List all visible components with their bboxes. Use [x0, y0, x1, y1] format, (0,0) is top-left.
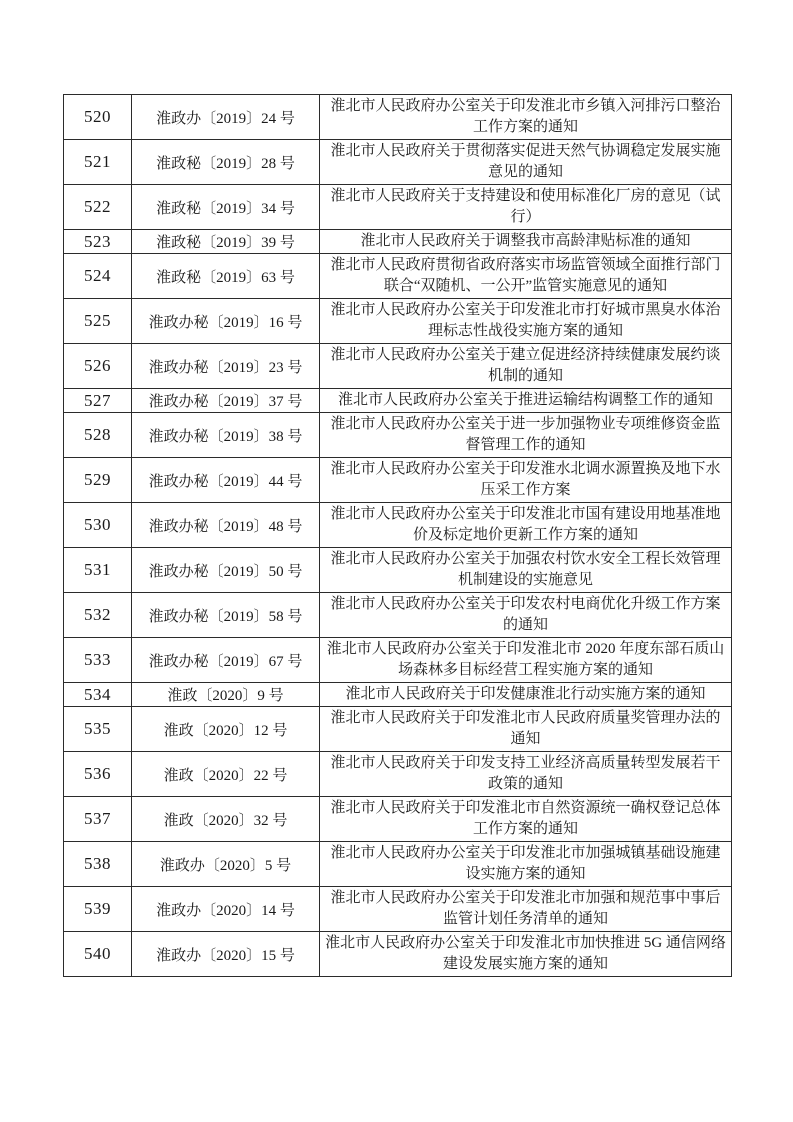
table-row	[64, 842, 732, 887]
table-row	[64, 683, 732, 707]
doc-number-cell: 淮政办〔2020〕14 号	[132, 887, 320, 932]
doc-number-cell: 淮政办秘〔2019〕44 号	[132, 458, 320, 503]
row-number-cell: 533	[64, 638, 132, 683]
doc-title-cell: 淮北市人民政府办公室关于印发淮北市加强和规范事中事后监管计划任务清单的通知	[320, 887, 732, 932]
doc-title-cell: 淮北市人民政府关于支持建设和使用标准化厂房的意见（试行）	[320, 185, 732, 230]
table-row	[64, 887, 732, 932]
doc-number-cell: 淮政秘〔2019〕34 号	[132, 185, 320, 230]
row-number-cell: 539	[64, 887, 132, 932]
row-number-cell: 536	[64, 752, 132, 797]
doc-number-cell: 淮政办秘〔2019〕48 号	[132, 503, 320, 548]
row-number-cell: 535	[64, 707, 132, 752]
row-number-cell: 530	[64, 503, 132, 548]
row-number-cell: 532	[64, 593, 132, 638]
row-number-cell: 522	[64, 185, 132, 230]
doc-number-cell: 淮政秘〔2019〕63 号	[132, 254, 320, 299]
doc-title-cell: 淮北市人民政府办公室关于印发淮北市 2020 年度东部石质山场森林多目标经营工程实施方案的通知	[320, 638, 732, 683]
table-row	[64, 299, 732, 344]
doc-number-cell: 淮政办秘〔2019〕37 号	[132, 389, 320, 413]
doc-title-cell: 淮北市人民政府办公室关于印发淮水北调水源置换及地下水压采工作方案	[320, 458, 732, 503]
doc-number-cell: 淮政办秘〔2019〕67 号	[132, 638, 320, 683]
table-row	[64, 389, 732, 413]
doc-title-cell: 淮北市人民政府关于印发淮北市人民政府质量奖管理办法的通知	[320, 707, 732, 752]
doc-title-cell: 淮北市人民政府办公室关于印发淮北市加强城镇基础设施建设实施方案的通知	[320, 842, 732, 887]
document-index-table	[63, 94, 732, 977]
doc-title-cell: 淮北市人民政府关于调整我市高龄津贴标准的通知	[320, 230, 732, 254]
doc-title-cell: 淮北市人民政府办公室关于印发淮北市打好城市黑臭水体治理标志性战役实施方案的通知	[320, 299, 732, 344]
doc-number-cell: 淮政秘〔2019〕28 号	[132, 140, 320, 185]
doc-title-cell: 淮北市人民政府贯彻省政府落实市场监管领域全面推行部门联合“双随机、一公开”监管实施意见的通知	[320, 254, 732, 299]
row-number-cell: 540	[64, 932, 132, 977]
row-number-cell: 537	[64, 797, 132, 842]
doc-title-cell: 淮北市人民政府办公室关于印发农村电商优化升级工作方案的通知	[320, 593, 732, 638]
row-number-cell: 538	[64, 842, 132, 887]
doc-number-cell: 淮政办〔2019〕24 号	[132, 95, 320, 140]
table-row	[64, 230, 732, 254]
doc-number-cell: 淮政秘〔2019〕39 号	[132, 230, 320, 254]
table-row	[64, 503, 732, 548]
row-number-cell: 520	[64, 95, 132, 140]
doc-title-cell: 淮北市人民政府办公室关于进一步加强物业专项维修资金监督管理工作的通知	[320, 413, 732, 458]
table-row	[64, 752, 732, 797]
doc-number-cell: 淮政办〔2020〕5 号	[132, 842, 320, 887]
doc-title-cell: 淮北市人民政府关于贯彻落实促进天然气协调稳定发展实施意见的通知	[320, 140, 732, 185]
doc-number-cell: 淮政〔2020〕12 号	[132, 707, 320, 752]
table-row	[64, 638, 732, 683]
doc-title-cell: 淮北市人民政府关于印发淮北市自然资源统一确权登记总体工作方案的通知	[320, 797, 732, 842]
doc-number-cell: 淮政办秘〔2019〕58 号	[132, 593, 320, 638]
doc-number-cell: 淮政〔2020〕22 号	[132, 752, 320, 797]
row-number-cell: 521	[64, 140, 132, 185]
table-row	[64, 548, 732, 593]
doc-number-cell: 淮政办秘〔2019〕16 号	[132, 299, 320, 344]
doc-number-cell: 淮政办秘〔2019〕50 号	[132, 548, 320, 593]
doc-title-cell: 淮北市人民政府办公室关于印发淮北市乡镇入河排污口整治工作方案的通知	[320, 95, 732, 140]
doc-title-cell: 淮北市人民政府关于印发支持工业经济高质量转型发展若干政策的通知	[320, 752, 732, 797]
row-number-cell: 526	[64, 344, 132, 389]
doc-title-cell: 淮北市人民政府办公室关于建立促进经济持续健康发展约谈机制的通知	[320, 344, 732, 389]
table-row	[64, 140, 732, 185]
table-row	[64, 932, 732, 977]
row-number-cell: 523	[64, 230, 132, 254]
table-row	[64, 413, 732, 458]
doc-title-cell: 淮北市人民政府办公室关于印发淮北市国有建设用地基准地价及标定地价更新工作方案的通知	[320, 503, 732, 548]
row-number-cell: 525	[64, 299, 132, 344]
table-row	[64, 344, 732, 389]
table-row	[64, 185, 732, 230]
doc-number-cell: 淮政办秘〔2019〕23 号	[132, 344, 320, 389]
doc-number-cell: 淮政办秘〔2019〕38 号	[132, 413, 320, 458]
table-row	[64, 254, 732, 299]
row-number-cell: 531	[64, 548, 132, 593]
doc-title-cell: 淮北市人民政府办公室关于印发淮北市加快推进 5G 通信网络建设发展实施方案的通知	[320, 932, 732, 977]
row-number-cell: 527	[64, 389, 132, 413]
row-number-cell: 529	[64, 458, 132, 503]
row-number-cell: 524	[64, 254, 132, 299]
row-number-cell: 534	[64, 683, 132, 707]
table-row	[64, 593, 732, 638]
table-row	[64, 707, 732, 752]
doc-number-cell: 淮政办〔2020〕15 号	[132, 932, 320, 977]
doc-number-cell: 淮政〔2020〕9 号	[132, 683, 320, 707]
doc-number-cell: 淮政〔2020〕32 号	[132, 797, 320, 842]
table-row	[64, 458, 732, 503]
table-row	[64, 797, 732, 842]
table-body	[64, 95, 732, 977]
doc-title-cell: 淮北市人民政府关于印发健康淮北行动实施方案的通知	[320, 683, 732, 707]
row-number-cell: 528	[64, 413, 132, 458]
table-row	[64, 95, 732, 140]
doc-title-cell: 淮北市人民政府办公室关于推进运输结构调整工作的通知	[320, 389, 732, 413]
doc-title-cell: 淮北市人民政府办公室关于加强农村饮水安全工程长效管理机制建设的实施意见	[320, 548, 732, 593]
